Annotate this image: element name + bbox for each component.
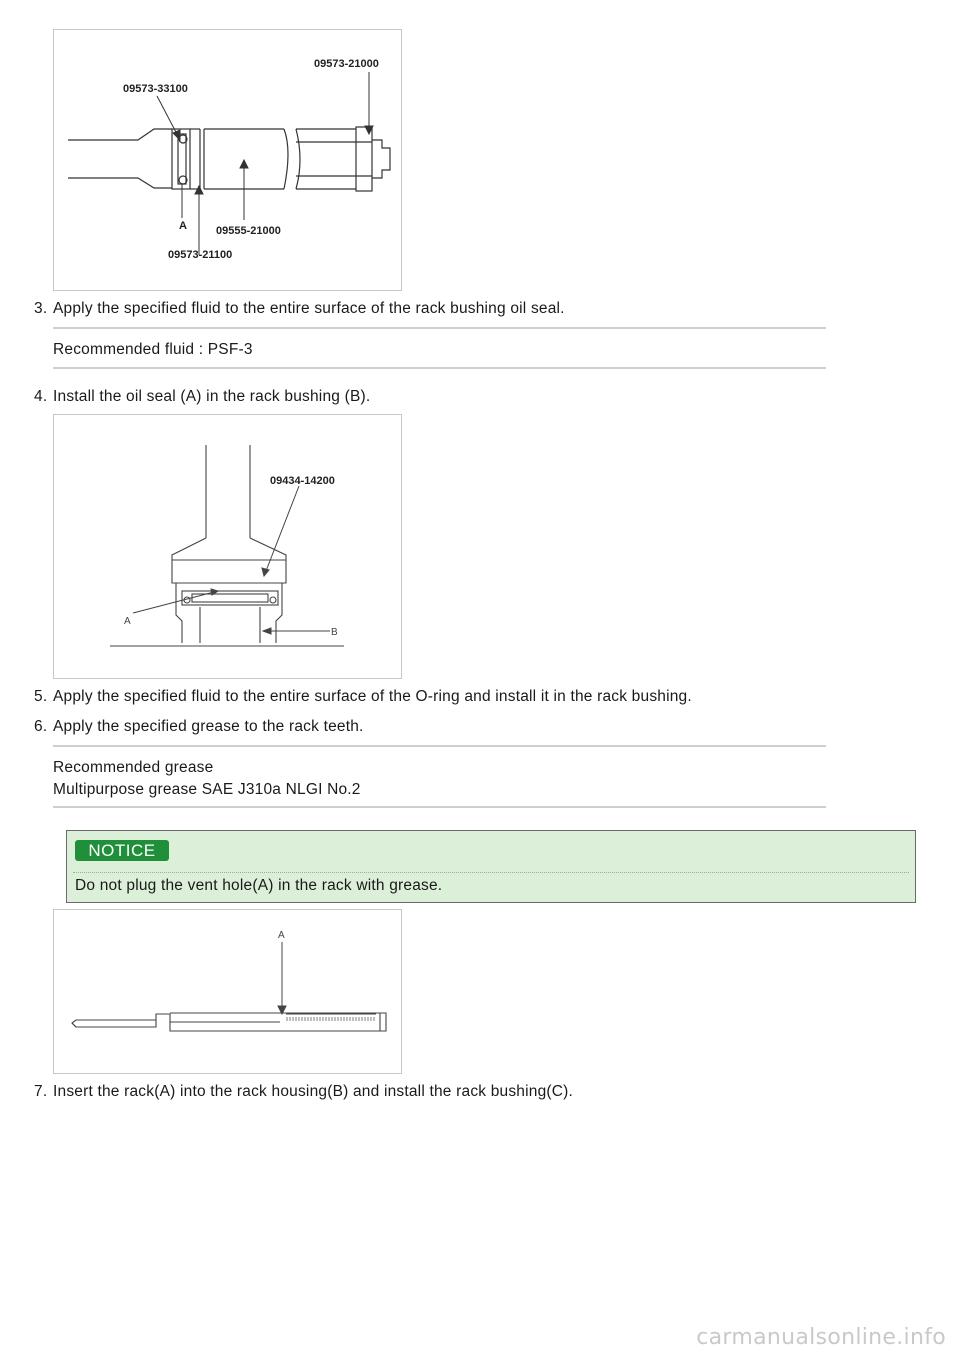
step-4 bbox=[34, 388, 370, 406]
notice-box bbox=[66, 830, 916, 903]
watermark: carmanualsonline.info bbox=[696, 1325, 946, 1350]
label-09573-33100: 09573-33100 bbox=[123, 83, 188, 95]
step-number: 7. bbox=[34, 1083, 48, 1100]
figure-rack-vent-hole bbox=[53, 909, 402, 1074]
oil-seal-tool-diagram bbox=[54, 30, 401, 290]
step-number: 3. bbox=[34, 300, 48, 317]
rack-vent-diagram bbox=[54, 910, 401, 1073]
step-6 bbox=[34, 718, 364, 736]
notice-badge: NOTICE bbox=[75, 840, 169, 861]
step-5 bbox=[34, 688, 692, 706]
notice-divider bbox=[73, 872, 909, 873]
notice-text: Do not plug the vent hole(A) in the rack with grease. bbox=[75, 877, 443, 894]
step-7 bbox=[34, 1083, 573, 1101]
label-09555-21000: 09555-21000 bbox=[216, 225, 281, 237]
spec-box-grease bbox=[53, 745, 826, 808]
label-a: A bbox=[124, 616, 131, 627]
figure-oil-seal-tools bbox=[53, 29, 402, 291]
step-text: Install the oil seal (A) in the rack bushing (B). bbox=[53, 388, 371, 405]
label-a: A bbox=[179, 220, 187, 232]
step-text: Apply the specified fluid to the entire surface of the O-ring and install it in the rack bushing. bbox=[53, 688, 692, 705]
label-09573-21000: 09573-21000 bbox=[314, 58, 379, 70]
label-09434-14200: 09434-14200 bbox=[270, 475, 335, 487]
spec-line: Recommended fluid : PSF-3 bbox=[53, 341, 253, 358]
step-text: Apply the specified grease to the rack teeth. bbox=[53, 718, 364, 735]
step-text: Insert the rack(A) into the rack housing(B) and install the rack bushing(C). bbox=[53, 1083, 574, 1100]
label-09573-21100: 09573-21100 bbox=[168, 249, 233, 261]
step-number: 6. bbox=[34, 718, 48, 735]
label-b: B bbox=[331, 627, 338, 638]
figure-oil-seal-install bbox=[53, 414, 402, 679]
step-text: Apply the specified fluid to the entire surface of the rack bushing oil seal. bbox=[53, 300, 565, 317]
spec-line: Recommended grease bbox=[53, 759, 214, 776]
step-number: 4. bbox=[34, 388, 48, 405]
step-number: 5. bbox=[34, 688, 48, 705]
spec-box-fluid bbox=[53, 327, 826, 369]
spec-line: Multipurpose grease SAE J310a NLGI No.2 bbox=[53, 781, 361, 798]
step-3 bbox=[34, 300, 565, 318]
oil-seal-install-diagram bbox=[54, 415, 401, 678]
label-a: A bbox=[278, 930, 285, 941]
